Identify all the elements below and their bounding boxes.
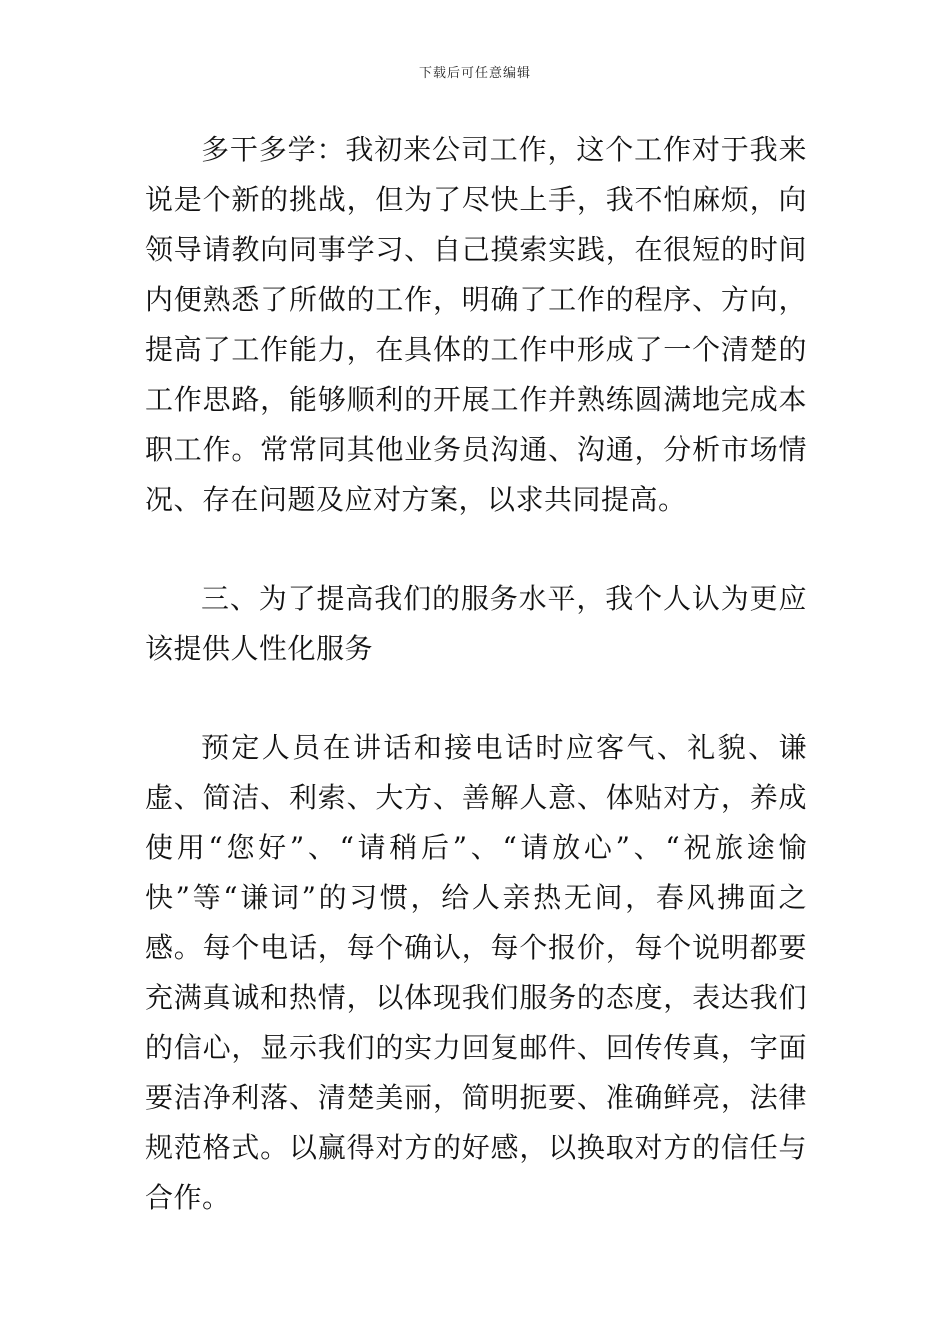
paragraph-section-heading-service: 三、为了提高我们的服务水平，我个人认为更应该提供人性化服务 (145, 582, 807, 665)
paragraph-work-learning: 多干多学：我初来公司工作，这个工作对于我来说是个新的挑战，但为了尽快上手，我不怕麻烦，向领导请教向同事学习、自己摸索实践，在很短的时间内便熟悉了所做的工作，明确了工作的程序、方向，提高了工作能力，在具体的工作中形成了一个清楚的工作思路，能够顺利的开展工作并熟练圆满地完成本职工作。常常同其他业务员沟通、沟通，分析市场情况、存在问题及应对方案，以求共同提高。 (145, 133, 807, 516)
header-note: 下载后可任意编辑 (418, 66, 531, 81)
paragraph-booking-staff-etiquette: 预定人员在讲话和接电话时应客气、礼貌、谦虚、简洁、利索、大方、善解人意、体贴对方，养成使用“您好”、“请稍后”、“请放心”、“祝旅途愉快”等“谦词”的习惯，给人亲热无间，春风拂面之感。每个电话，每个确认，每个报价，每个说明都要充满真诚和热情，以体现我们服务的态度，表达我们的信心，显示我们的实力回复邮件、回传传真，字面要洁净利落、清楚美丽，简明扼要、准确鲜亮，法律规范格式。以赢得对方的好感，以换取对方的信任与合作。 (145, 731, 807, 1214)
